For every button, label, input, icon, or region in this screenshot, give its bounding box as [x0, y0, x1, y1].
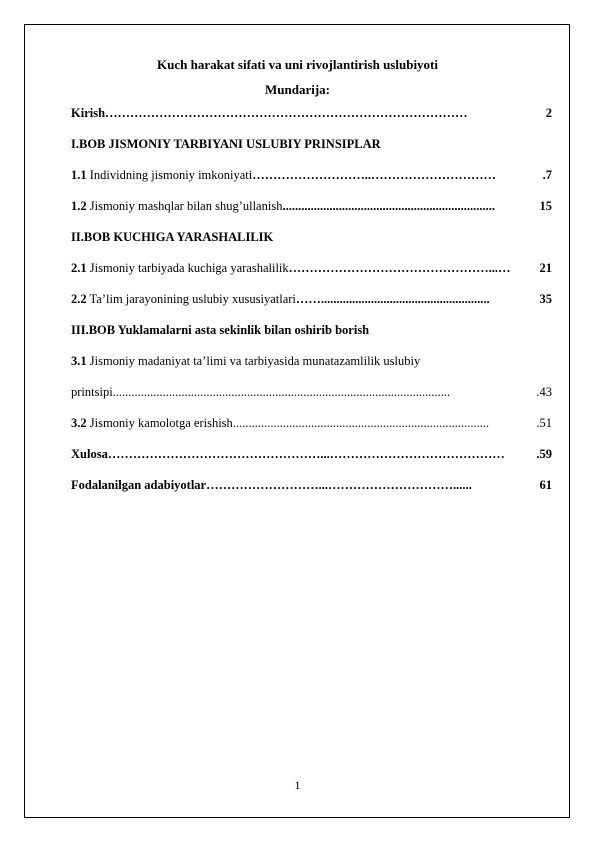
- toc-entry-1-1[interactable]: [71, 168, 552, 183]
- toc-leader: …………………………………………...…: [288, 261, 511, 275]
- toc-entry-label: Jismoniy madaniyat ta’limi va tarbiyasida munatazamlilik uslubiy: [86, 354, 421, 368]
- toc-entry-conclusion[interactable]: [71, 447, 552, 462]
- section-number: 2.1: [71, 261, 87, 275]
- toc-entry-label: Individning jismoniy imkoniyati: [86, 168, 253, 182]
- toc-leader: ..................................................................................: [232, 416, 490, 430]
- toc-chapter-1[interactable]: I.BOB JISMONIY TARBIYANI USLUBIY PRINSIPLAR: [71, 137, 381, 151]
- toc-entry-3-2[interactable]: [71, 416, 552, 431]
- toc-page-number: 15: [539, 199, 552, 213]
- toc-entry-label: Jismoniy mashqlar bilan shug’ullanish: [86, 199, 283, 213]
- toc-leader: ………………………..…………………………: [252, 168, 496, 182]
- toc-page-number: .7: [542, 168, 552, 182]
- toc-page-number: .59: [536, 447, 552, 461]
- page-number: 1: [294, 778, 301, 792]
- toc-page-number: .43: [536, 385, 552, 399]
- toc-entry-label: Ta’lim jarayonining uslubiy xususiyatlari: [86, 292, 296, 306]
- section-number: 3.2: [71, 416, 87, 430]
- toc-entry-label: Kirish: [71, 106, 106, 120]
- toc-entry-label: Jismoniy kamolotga erishish: [86, 416, 233, 430]
- toc-entry-label: Fodalanilgan adabiyotlar: [71, 478, 207, 492]
- toc-entry-label: Jismoniy tarbiyada kuchiga yarashalilik: [86, 261, 289, 275]
- toc-entry-3-1[interactable]: [71, 354, 552, 369]
- section-number: 2.2: [71, 292, 87, 306]
- document-title: Kuch harakat sifati va uni rivojlantirish uslubiyoti: [157, 57, 438, 72]
- toc-entry-label: printsipi: [71, 385, 113, 399]
- toc-leader: ……......................................................: [295, 292, 490, 306]
- toc-entry-intro[interactable]: [71, 106, 552, 121]
- toc-entry-2-1[interactable]: [71, 261, 552, 276]
- toc-page-number: .51: [536, 416, 552, 430]
- toc-heading: Mundarija:: [265, 82, 330, 97]
- toc-chapter-2[interactable]: II.BOB KUCHIGA YARASHALILIK: [71, 230, 274, 244]
- toc-entry-2-2[interactable]: [71, 292, 552, 307]
- toc-page-number: 2: [545, 106, 552, 120]
- toc-leader: ....................................................................: [282, 199, 495, 213]
- toc-entry-label: Xulosa: [71, 447, 108, 461]
- toc-leader: ............................................................................................................: [112, 385, 451, 399]
- toc-leader: ………………………...…………………………......: [206, 478, 472, 492]
- section-number: 1.2: [71, 199, 87, 213]
- toc-leader: ……………………………………………...……………………………………: [107, 447, 505, 461]
- toc-entry-1-2[interactable]: [71, 199, 552, 214]
- toc-page-number: 35: [539, 292, 552, 306]
- toc-entry-references[interactable]: [71, 478, 552, 493]
- toc-chapter-3[interactable]: III.BOB Yuklamalarni asta sekinlik bilan oshirib borish: [71, 323, 370, 337]
- toc-entry-3-1-continued[interactable]: [71, 385, 552, 400]
- section-number: 3.1: [71, 354, 87, 368]
- toc-leader: ……………………………………………………………………………: [105, 106, 468, 120]
- toc-page-number: 61: [539, 478, 552, 492]
- toc-page-number: 21: [539, 261, 552, 275]
- section-number: 1.1: [71, 168, 87, 182]
